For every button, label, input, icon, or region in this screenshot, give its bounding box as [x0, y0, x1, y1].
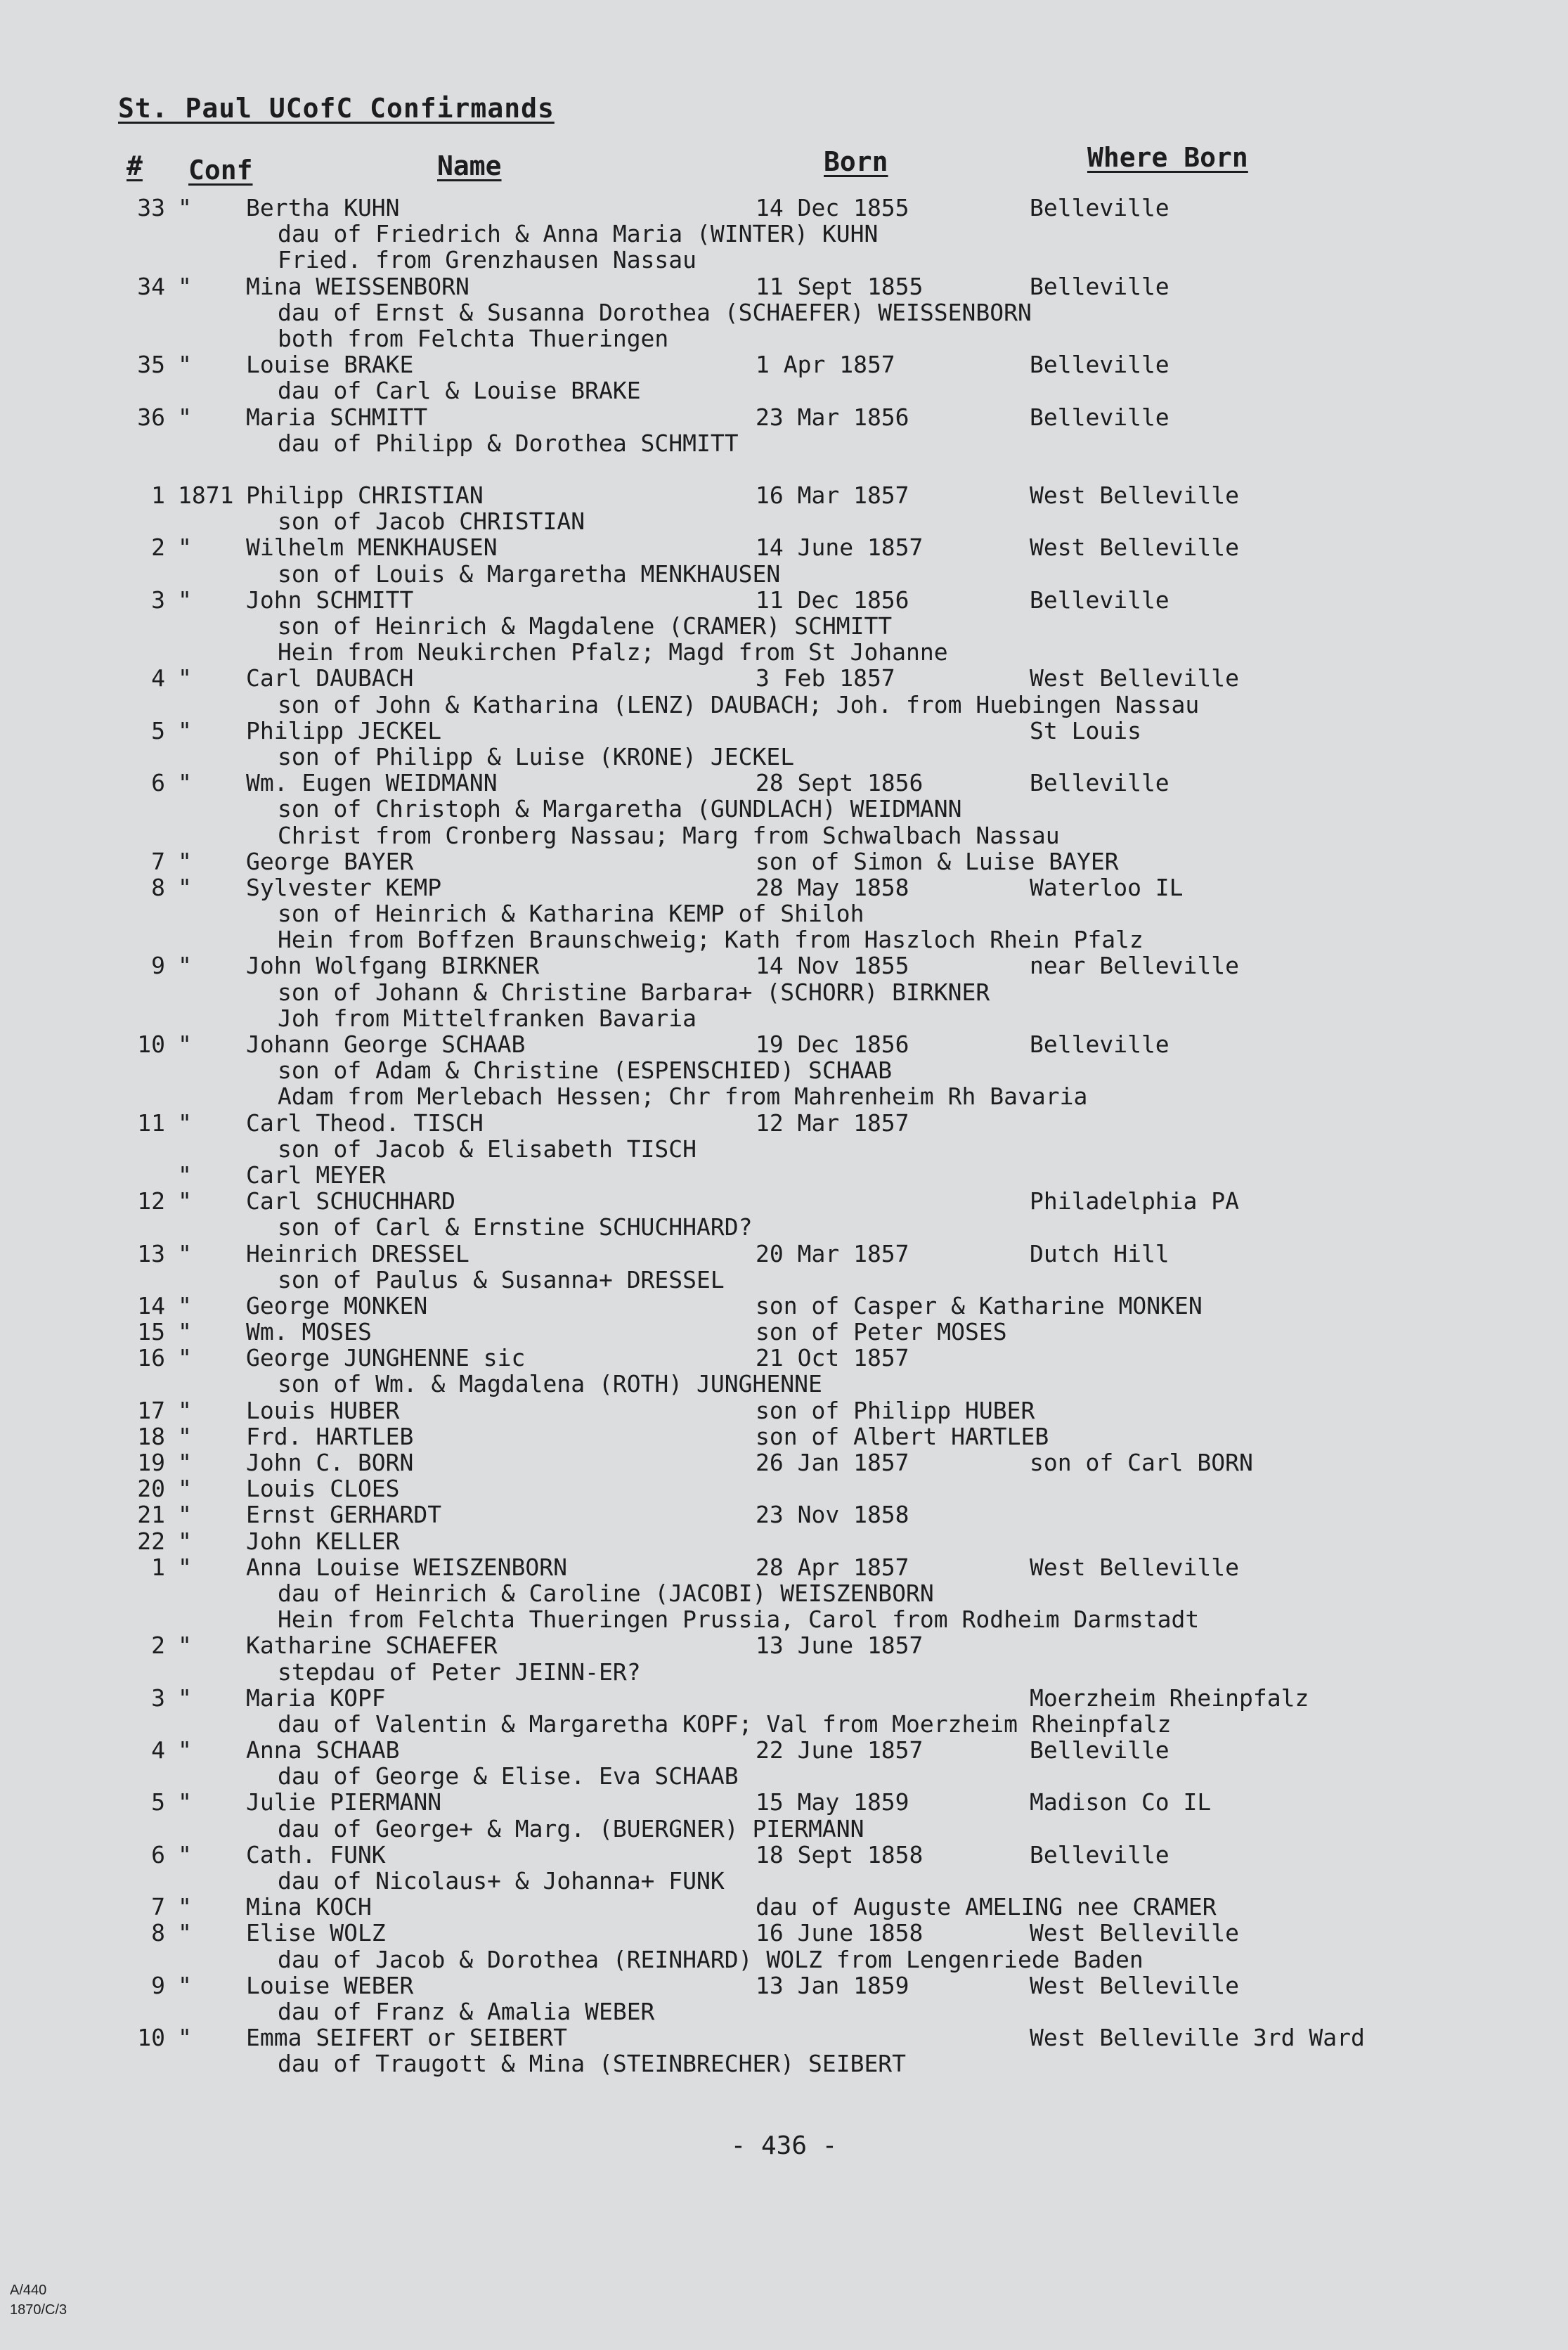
entry-name: Anna Louise WEISZENBORN: [246, 1553, 567, 1581]
entry-conf: ": [178, 1840, 192, 1868]
entry-conf: ": [178, 1893, 192, 1921]
entry-number: 5: [151, 1788, 165, 1816]
entry-name: John C. BORN: [246, 1449, 414, 1476]
entry-born: 14 June 1857: [756, 534, 924, 562]
entry-conf: ": [178, 716, 192, 744]
entry-conf: ": [178, 272, 192, 300]
entry-name: Katharine SCHAEFER: [246, 1632, 498, 1660]
entry-born: 12 Mar 1857: [756, 1109, 909, 1137]
entry-row: [116, 718, 1437, 744]
entry-where-born: Madison Co IL: [1030, 1788, 1212, 1816]
detail-row: [116, 1659, 1437, 1685]
detail-row: [116, 1083, 1437, 1109]
entry-row: [116, 1162, 1437, 1188]
entry-where-born: Philadelphia PA: [1030, 1187, 1240, 1215]
entry-conf: ": [178, 1031, 192, 1058]
entry-born: 11 Sept 1855: [756, 272, 924, 300]
entry-name: Maria SCHMITT: [246, 403, 428, 431]
detail-text: dau of Traugott & Mina (STEINBRECHER) SEIBERT: [278, 2050, 907, 2078]
detail-text: son of Philipp & Luise (KRONE) JECKEL: [278, 742, 795, 770]
entry-name: Louise WEBER: [246, 1971, 414, 1999]
entry-where-born: Belleville: [1030, 403, 1169, 431]
entry-row: [116, 1789, 1437, 1815]
detail-text: son of Jacob & Elisabeth TISCH: [278, 1135, 697, 1163]
detail-row: [116, 1214, 1437, 1240]
entry-where-born: Belleville: [1030, 194, 1169, 221]
entry-number: 6: [151, 769, 165, 797]
entry-row: [116, 1554, 1437, 1580]
entry-name: Carl DAUBACH: [246, 664, 414, 692]
detail-row: [116, 692, 1437, 718]
entry-where-born: West Belleville 3rd Ward: [1030, 2024, 1365, 2052]
detail-text: dau of Heinrich & Caroline (JACOBI) WEISZENBORN: [278, 1579, 934, 1607]
entry-born: son of Philipp HUBER: [756, 1396, 1035, 1424]
entry-where-born: Belleville: [1030, 351, 1169, 379]
entry-name: Wm. Eugen WEIDMANN: [246, 769, 498, 797]
entry-row: [116, 195, 1437, 221]
entry-row: [116, 404, 1437, 430]
detail-text: son of Christoph & Margaretha (GUNDLACH) WEIDMANN: [278, 795, 962, 823]
entry-born: 15 May 1859: [756, 1788, 909, 1816]
entry-number: 18: [137, 1422, 165, 1450]
entry-number: 17: [137, 1396, 165, 1424]
entry-where-born: son of Carl BORN: [1030, 1449, 1253, 1476]
detail-row: [116, 1005, 1437, 1031]
detail-row: [116, 1947, 1437, 1973]
detail-text: dau of Valentin & Margaretha KOPF; Val from Moerzheim Rheinpfalz: [278, 1710, 1172, 1738]
entry-name: Bertha KUHN: [246, 194, 400, 221]
entry-number: 11: [137, 1109, 165, 1137]
entry-number: 33: [137, 194, 165, 221]
detail-row: [116, 1999, 1437, 2025]
entry-conf: ": [178, 1187, 192, 1215]
entry-number: 22: [137, 1527, 165, 1555]
entry-number: 14: [137, 1291, 165, 1319]
entry-where-born: West Belleville: [1030, 1971, 1240, 1999]
entry-where-born: Belleville: [1030, 1736, 1169, 1764]
entry-name: Philipp CHRISTIAN: [246, 482, 484, 510]
page-title: St. Paul UCofC Confirmands: [118, 93, 555, 124]
entry-row: [116, 848, 1437, 874]
entry-conf: ": [178, 1501, 192, 1529]
entry-name: John Wolfgang BIRKNER: [246, 952, 540, 980]
entry-name: Mina WEISSENBORN: [246, 272, 469, 300]
entry-number: 2: [151, 1632, 165, 1660]
entry-name: Louis HUBER: [246, 1396, 400, 1424]
detail-text: Fried. from Grenzhausen Nassau: [278, 246, 697, 274]
entry-row: [116, 351, 1437, 377]
entry-conf: 1871: [178, 482, 234, 510]
entry-row: [116, 1502, 1437, 1528]
entry-row: [116, 1397, 1437, 1423]
confirmand-list: [116, 195, 1437, 2077]
entry-name: Wm. MOSES: [246, 1318, 372, 1346]
entry-number: 4: [151, 664, 165, 692]
entry-conf: ": [178, 1344, 192, 1372]
detail-text: Adam from Merlebach Hessen; Chr from Mahrenheim Rh Bavaria: [278, 1083, 1088, 1111]
detail-row: [116, 744, 1437, 770]
entry-born: 14 Dec 1855: [756, 194, 909, 221]
detail-text: son of Heinrich & Magdalene (CRAMER) SCHMITT: [278, 612, 893, 640]
entry-born: 23 Nov 1858: [756, 1501, 909, 1529]
entry-born: son of Simon & Luise BAYER: [756, 847, 1119, 875]
entry-row: [116, 1450, 1437, 1476]
detail-text: son of Johann & Christine Barbara+ (SCHORR) BIRKNER: [278, 978, 990, 1006]
entry-number: 19: [137, 1449, 165, 1476]
entry-where-born: Belleville: [1030, 272, 1169, 300]
entry-born: 21 Oct 1857: [756, 1344, 909, 1372]
detail-row: [116, 900, 1437, 927]
detail-text: Hein from Neukirchen Pfalz; Magd from St Johanne: [278, 638, 948, 666]
entry-number: 12: [137, 1187, 165, 1215]
entry-where-born: near Belleville: [1030, 952, 1240, 980]
entry-number: 4: [151, 1736, 165, 1764]
entry-born: 1 Apr 1857: [756, 351, 895, 379]
entry-conf: ": [178, 1291, 192, 1319]
entry-row: [116, 534, 1437, 560]
entry-where-born: West Belleville: [1030, 534, 1240, 562]
entry-number: 10: [137, 1031, 165, 1058]
detail-text: Joh from Mittelfranken Bavaria: [278, 1004, 697, 1032]
detail-row: [116, 822, 1437, 848]
entry-number: 9: [151, 952, 165, 980]
detail-row: [116, 561, 1437, 587]
entry-row: [116, 874, 1437, 900]
entry-number: 36: [137, 403, 165, 431]
entry-number: 1: [151, 482, 165, 510]
detail-text: dau of Ernst & Susanna Dorothea (SCHAEFER) WEISSENBORN: [278, 298, 1032, 326]
entry-name: Heinrich DRESSEL: [246, 1239, 469, 1267]
entry-conf: ": [178, 1971, 192, 1999]
entry-row: [116, 1188, 1437, 1214]
entry-row: [116, 665, 1437, 691]
entry-born: 19 Dec 1856: [756, 1031, 909, 1058]
detail-row: [116, 1136, 1437, 1162]
entry-conf: ": [178, 1553, 192, 1581]
detail-text: dau of George+ & Marg. (BUERGNER) PIERMANN: [278, 1814, 864, 1842]
header-number: #: [127, 150, 143, 181]
detail-text: both from Felchta Thueringen: [278, 324, 669, 352]
detail-text: son of Louis & Margaretha MENKHAUSEN: [278, 560, 781, 588]
entry-conf: ": [178, 847, 192, 875]
entry-where-born: Belleville: [1030, 769, 1169, 797]
entry-number: 5: [151, 716, 165, 744]
entry-conf: ": [178, 2024, 192, 2052]
entry-row: [116, 1241, 1437, 1267]
entry-conf: ": [178, 1788, 192, 1816]
entry-conf: ": [178, 403, 192, 431]
entry-number: 7: [151, 847, 165, 875]
detail-row: [116, 299, 1437, 325]
entry-row: [116, 1920, 1437, 1946]
entry-name: Emma SEIFERT or SEIBERT: [246, 2024, 567, 2052]
entry-conf: ": [178, 1475, 192, 1503]
entry-where-born: Belleville: [1030, 1840, 1169, 1868]
entry-row: [116, 1737, 1437, 1763]
entry-row: [116, 1842, 1437, 1868]
entry-where-born: West Belleville: [1030, 482, 1240, 510]
entry-conf: ": [178, 769, 192, 797]
detail-row: [116, 2051, 1437, 2077]
entry-born: 11 Dec 1856: [756, 586, 909, 614]
detail-row: [116, 430, 1437, 456]
entry-conf: ": [178, 1318, 192, 1346]
detail-row: [116, 1868, 1437, 1894]
entry-row: [116, 1293, 1437, 1319]
entry-conf: ": [178, 351, 192, 379]
entry-number: 35: [137, 351, 165, 379]
detail-text: Hein from Boffzen Braunschweig; Kath from Haszloch Rhein Pfalz: [278, 926, 1143, 954]
detail-row: [116, 796, 1437, 822]
detail-row: [116, 508, 1437, 534]
entry-conf: ": [178, 1527, 192, 1555]
detail-text: dau of Nicolaus+ & Johanna+ FUNK: [278, 1867, 725, 1894]
entry-row: [116, 1528, 1437, 1554]
archive-ref-line: A/440: [10, 2283, 47, 2298]
entry-conf: ": [178, 1109, 192, 1137]
entry-name: Anna SCHAAB: [246, 1736, 400, 1764]
entry-name: Cath. FUNK: [246, 1840, 386, 1868]
entry-row: [116, 1685, 1437, 1711]
entry-number: 16: [137, 1344, 165, 1372]
archive-ref-line: 1870/C/3: [10, 2302, 67, 2318]
entry-row: [116, 1423, 1437, 1450]
entry-born: dau of Auguste AMELING nee CRAMER: [756, 1893, 1217, 1921]
entry-name: Elise WOLZ: [246, 1919, 386, 1947]
entry-row: [116, 482, 1437, 508]
detail-text: dau of Friedrich & Anna Maria (WINTER) KUHN: [278, 220, 879, 248]
entry-conf: ": [178, 952, 192, 980]
detail-text: Hein from Felchta Thueringen Prussia, Carol from Rodheim Darmstadt: [278, 1606, 1200, 1634]
entry-born: son of Peter MOSES: [756, 1318, 1007, 1346]
entry-number: 8: [151, 873, 165, 901]
entry-born: 3 Feb 1857: [756, 664, 895, 692]
entry-born: 26 Jan 1857: [756, 1449, 909, 1476]
entry-born: 18 Sept 1858: [756, 1840, 924, 1868]
entry-conf: ": [178, 1422, 192, 1450]
entry-number: 20: [137, 1475, 165, 1503]
entry-row: [116, 770, 1437, 796]
entry-name: Louise BRAKE: [246, 351, 414, 379]
entry-name: Wilhelm MENKHAUSEN: [246, 534, 498, 562]
page-number: - 436 -: [730, 2131, 838, 2160]
detail-row: [116, 1763, 1437, 1789]
header-conf: Conf: [188, 155, 253, 186]
entry-born: 23 Mar 1856: [756, 403, 909, 431]
detail-text: son of Carl & Ernstine SCHUCHHARD?: [278, 1213, 753, 1241]
entry-number: 9: [151, 1971, 165, 1999]
entry-conf: ": [178, 873, 192, 901]
entry-name: Maria KOPF: [246, 1684, 386, 1712]
entry-where-born: Waterloo IL: [1030, 873, 1184, 901]
entry-where-born: West Belleville: [1030, 1553, 1240, 1581]
entry-where-born: West Belleville: [1030, 664, 1240, 692]
entry-born: 22 June 1857: [756, 1736, 924, 1764]
entry-conf: ": [178, 664, 192, 692]
entry-born: 28 Sept 1856: [756, 769, 924, 797]
entry-name: Mina KOCH: [246, 1893, 372, 1921]
detail-row: [116, 613, 1437, 639]
detail-text: son of Paulus & Susanna+ DRESSEL: [278, 1265, 725, 1293]
detail-text: son of John & Katharina (LENZ) DAUBACH; Joh. from Huebingen Nassau: [278, 690, 1200, 718]
entry-name: Sylvester KEMP: [246, 873, 442, 901]
entry-name: Ernst GERHARDT: [246, 1501, 442, 1529]
detail-text: son of Jacob CHRISTIAN: [278, 508, 585, 536]
detail-row: [116, 247, 1437, 273]
entry-number: 1: [151, 1553, 165, 1581]
entry-name: Carl MEYER: [246, 1161, 386, 1189]
entry-conf: ": [178, 586, 192, 614]
entry-conf: ": [178, 1736, 192, 1764]
header-where-born: Where Born: [1087, 142, 1248, 173]
entry-born: 13 June 1857: [756, 1632, 924, 1660]
entry-where-born: St Louis: [1030, 716, 1141, 744]
detail-text: son of Wm. & Magdalena (ROTH) JUNGHENNE: [278, 1370, 822, 1398]
detail-text: son of Adam & Christine (ESPENSCHIED) SCHAAB: [278, 1057, 893, 1085]
entry-number: 2: [151, 534, 165, 562]
entry-conf: ": [178, 1239, 192, 1267]
entry-number: 15: [137, 1318, 165, 1346]
header-name: Name: [437, 150, 502, 181]
spacer-row: [116, 456, 1437, 482]
entry-conf: ": [178, 1684, 192, 1712]
entry-conf: ": [178, 1919, 192, 1947]
detail-row: [116, 221, 1437, 247]
archive-reference: [10, 2280, 67, 2320]
entry-name: George MONKEN: [246, 1291, 428, 1319]
detail-row: [116, 1606, 1437, 1632]
entry-conf: ": [178, 1632, 192, 1660]
detail-row: [116, 325, 1437, 351]
entry-born: 14 Nov 1855: [756, 952, 909, 980]
header-born: Born: [824, 146, 888, 177]
detail-row: [116, 639, 1437, 665]
detail-row: [116, 979, 1437, 1005]
entry-row: [116, 1345, 1437, 1371]
entry-row: [116, 587, 1437, 613]
entry-row: [116, 953, 1437, 979]
entry-number: 34: [137, 272, 165, 300]
entry-number: 21: [137, 1501, 165, 1529]
entry-name: George JUNGHENNE sic: [246, 1344, 526, 1372]
detail-row: [116, 1057, 1437, 1083]
entry-born: son of Casper & Katharine MONKEN: [756, 1291, 1203, 1319]
entry-born: son of Albert HARTLEB: [756, 1422, 1049, 1450]
entry-number: 8: [151, 1919, 165, 1947]
detail-text: son of Heinrich & Katharina KEMP of Shiloh: [278, 900, 864, 928]
entry-name: George BAYER: [246, 847, 414, 875]
entry-name: Frd. HARTLEB: [246, 1422, 414, 1450]
detail-text: dau of George & Elise. Eva SCHAAB: [278, 1762, 739, 1790]
entry-name: Philipp JECKEL: [246, 716, 442, 744]
entry-where-born: Belleville: [1030, 1031, 1169, 1058]
entry-name: Carl Theod. TISCH: [246, 1109, 484, 1137]
entry-where-born: West Belleville: [1030, 1919, 1240, 1947]
detail-text: dau of Franz & Amalia WEBER: [278, 1997, 655, 2025]
entry-born: 20 Mar 1857: [756, 1239, 909, 1267]
entry-row: [116, 1632, 1437, 1658]
entry-conf: ": [178, 194, 192, 221]
entry-row: [116, 2025, 1437, 2051]
detail-row: [116, 1711, 1437, 1737]
entry-number: 10: [137, 2024, 165, 2052]
entry-name: Julie PIERMANN: [246, 1788, 442, 1816]
detail-row: [116, 1580, 1437, 1606]
detail-row: [116, 377, 1437, 403]
detail-row: [116, 1371, 1437, 1397]
entry-born: 13 Jan 1859: [756, 1971, 909, 1999]
entry-number: 7: [151, 1893, 165, 1921]
entry-row: [116, 1031, 1437, 1057]
entry-number: 3: [151, 586, 165, 614]
entry-born: 28 May 1858: [756, 873, 909, 901]
entry-where-born: Dutch Hill: [1030, 1239, 1169, 1267]
entry-conf: ": [178, 1396, 192, 1424]
entry-row: [116, 1476, 1437, 1502]
entry-born: 16 June 1858: [756, 1919, 924, 1947]
entry-conf: ": [178, 534, 192, 562]
entry-row: [116, 1973, 1437, 1999]
entry-row: [116, 273, 1437, 299]
entry-born: 28 Apr 1857: [756, 1553, 909, 1581]
detail-text: dau of Carl & Louise BRAKE: [278, 377, 641, 405]
entry-name: Carl SCHUCHHARD: [246, 1187, 456, 1215]
entry-conf: ": [178, 1449, 192, 1476]
entry-name: John KELLER: [246, 1527, 400, 1555]
entry-conf: ": [178, 1161, 192, 1189]
detail-row: [116, 1816, 1437, 1842]
entry-name: Johann George SCHAAB: [246, 1031, 526, 1058]
entry-number: 3: [151, 1684, 165, 1712]
detail-text: Christ from Cronberg Nassau; Marg from Schwalbach Nassau: [278, 821, 1060, 849]
entry-row: [116, 1319, 1437, 1345]
entry-where-born: Moerzheim Rheinpfalz: [1030, 1684, 1309, 1712]
detail-row: [116, 1267, 1437, 1293]
detail-text: stepdau of Peter JEINN-ER?: [278, 1658, 641, 1686]
entry-born: 16 Mar 1857: [756, 482, 909, 510]
entry-name: Louis CLOES: [246, 1475, 400, 1503]
detail-text: dau of Philipp & Dorothea SCHMITT: [278, 429, 739, 457]
entry-number: 6: [151, 1840, 165, 1868]
entry-number: 13: [137, 1239, 165, 1267]
entry-row: [116, 1894, 1437, 1920]
detail-text: dau of Jacob & Dorothea (REINHARD) WOLZ from Lengenriede Baden: [278, 1945, 1143, 1973]
entry-row: [116, 1110, 1437, 1136]
entry-where-born: Belleville: [1030, 586, 1169, 614]
detail-row: [116, 927, 1437, 953]
entry-name: John SCHMITT: [246, 586, 414, 614]
